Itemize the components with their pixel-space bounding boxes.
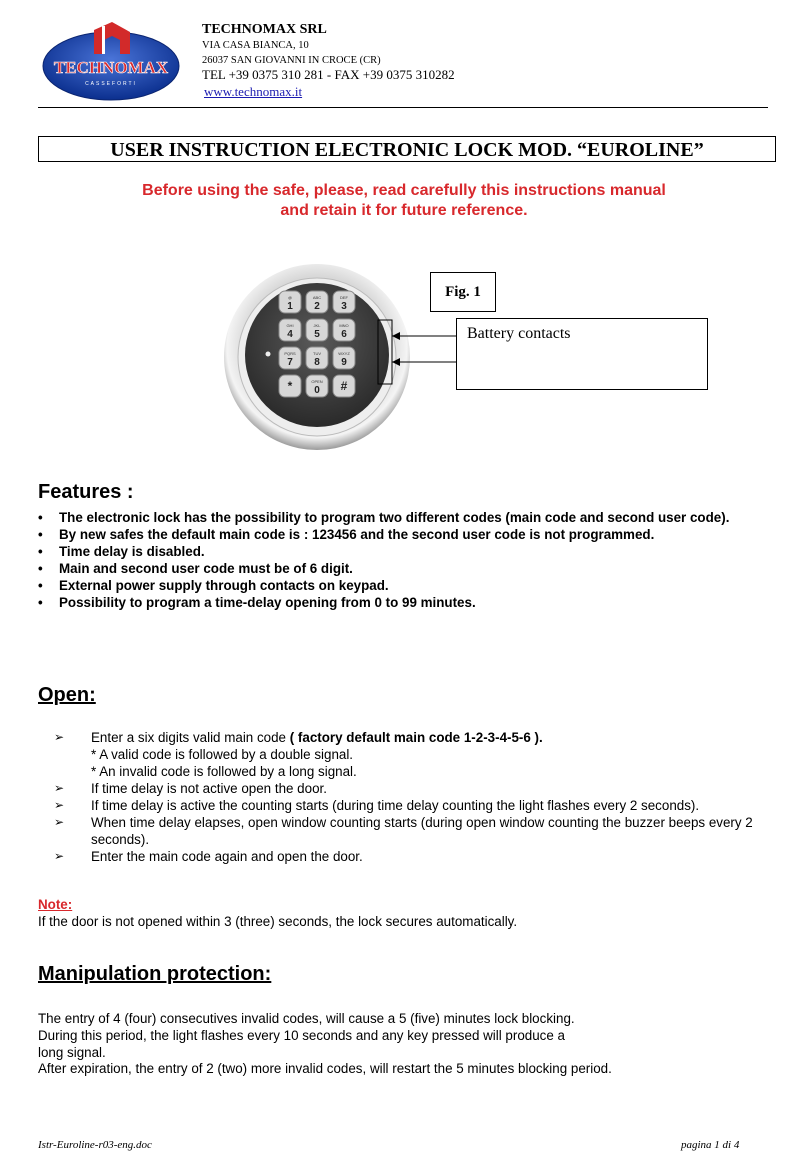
svg-text:GHI: GHI — [286, 323, 294, 328]
manipulation-line1: The entry of 4 (four) consecutives invalid codes, will cause a 5 (five) minutes lock blocking. — [38, 1011, 575, 1026]
list-item: • The electronic lock has the possibility to program two different codes (main code and second user code). — [38, 510, 730, 525]
svg-text:DEF: DEF — [340, 295, 348, 300]
keypad-key-1 — [279, 291, 301, 313]
technomax-logo — [42, 18, 180, 104]
keypad-key-2 — [306, 291, 328, 313]
note-heading: Note: — [38, 897, 73, 912]
svg-text:7: 7 — [287, 357, 293, 368]
svg-text:@: @ — [287, 295, 293, 300]
battery-contacts-callout: Battery contacts — [456, 318, 708, 390]
keypad-key-star — [279, 375, 301, 397]
keypad-key-3 — [333, 291, 355, 313]
footer-filename: Istr-Euroline-r03-eng.doc — [38, 1139, 152, 1151]
list-item: ➢ If time delay is active the counting starts (during time delay counting the light flashes every 2 seconds). — [54, 798, 700, 813]
svg-text:TUV: TUV — [313, 351, 321, 356]
svg-text:8: 8 — [314, 357, 320, 368]
svg-text:4: 4 — [287, 329, 293, 340]
keypad-key-7 — [279, 347, 301, 369]
svg-text:2: 2 — [314, 301, 320, 312]
manipulation-heading: Manipulation protection: — [38, 963, 272, 985]
manipulation-line4: After expiration, the entry of 2 (two) more invalid codes, will restart the 5 minutes blocking period. — [38, 1061, 612, 1076]
list-item: * An invalid code is followed by a long signal. — [91, 764, 357, 779]
svg-text:3: 3 — [341, 301, 347, 312]
website-link[interactable]: www.technomax.it — [204, 84, 303, 99]
keypad-key-6 — [333, 319, 355, 341]
list-item: ➢ When time delay elapses, open window counting starts (during open window counting the buzzer beeps every 2 seconds). — [54, 815, 753, 847]
svg-text:6: 6 — [341, 329, 347, 340]
address-line1: VIA CASA BIANCA, 10 — [202, 40, 309, 51]
tel-fax: TEL +39 0375 310 281 - FAX +39 0375 310282 — [202, 67, 455, 82]
note-text: If the door is not opened within 3 (three) seconds, the lock secures automatically. — [38, 914, 518, 929]
list-item: • Possibility to program a time-delay opening from 0 to 99 minutes. — [38, 595, 476, 610]
logo-text: TECHNOMAX — [53, 58, 169, 77]
figure-label: Fig. 1 — [430, 272, 496, 312]
header-divider — [38, 107, 768, 108]
svg-text:0: 0 — [314, 385, 320, 396]
list-item: * A valid code is followed by a double signal. — [91, 747, 354, 762]
list-item: ➢ If time delay is not active open the door. — [54, 781, 327, 796]
svg-text:ABC: ABC — [312, 295, 322, 300]
address-line2: 26037 SAN GIOVANNI IN CROCE (CR) — [202, 55, 381, 66]
svg-text:WXYZ: WXYZ — [338, 351, 350, 356]
company-name: TECHNOMAX SRL — [202, 22, 327, 37]
features-heading: Features : — [38, 481, 134, 503]
list-item: ➢ Enter the main code again and open the door. — [54, 849, 363, 864]
svg-text:*: * — [287, 379, 293, 393]
footer-page-number: pagina 1 di 4 — [681, 1139, 740, 1151]
list-item: ➢ Enter a six digits valid main code ( factory default main code 1-2-3-4-5-6 ). — [54, 730, 543, 745]
open-heading: Open: — [38, 684, 96, 706]
document-title: USER INSTRUCTION ELECTRONIC LOCK MOD. “EUROLINE” — [110, 139, 704, 161]
list-item: • External power supply through contacts on keypad. — [38, 578, 389, 593]
title-box — [38, 136, 776, 162]
manipulation-line3: long signal. — [38, 1045, 106, 1060]
svg-text:5: 5 — [314, 329, 320, 340]
svg-text:1: 1 — [287, 301, 293, 312]
keypad-key-hash — [333, 375, 355, 397]
keypad-key-8 — [306, 347, 328, 369]
svg-text:OPEN: OPEN — [311, 379, 323, 384]
list-item: • Time delay is disabled. — [38, 544, 205, 559]
list-item: • Main and second user code must be of 6 digit. — [38, 561, 353, 576]
keypad-key-5 — [306, 319, 328, 341]
svg-text:MNO: MNO — [339, 323, 349, 328]
logo-subtext: CASSEFORTI — [85, 81, 137, 87]
manipulation-line2: During this period, the light flashes every 10 seconds and any key pressed will produce a — [38, 1028, 565, 1043]
status-light — [266, 352, 271, 357]
keypad-key-9 — [333, 347, 355, 369]
warning-line1: Before using the safe, please, read carefully this instructions manual — [142, 182, 666, 199]
list-item: • By new safes the default main code is : 123456 and the second user code is not programmed. — [38, 527, 655, 542]
svg-text:JKL: JKL — [313, 323, 321, 328]
keypad-key-4 — [279, 319, 301, 341]
callout-arrows — [376, 318, 458, 388]
svg-text:PQRS: PQRS — [284, 351, 296, 356]
svg-text:9: 9 — [341, 357, 347, 368]
open-steps-list — [54, 729, 774, 865]
warning-line2: and retain it for future reference. — [280, 202, 528, 219]
svg-text:#: # — [340, 379, 348, 393]
features-list — [38, 509, 753, 611]
keypad-key-0 — [306, 375, 328, 397]
